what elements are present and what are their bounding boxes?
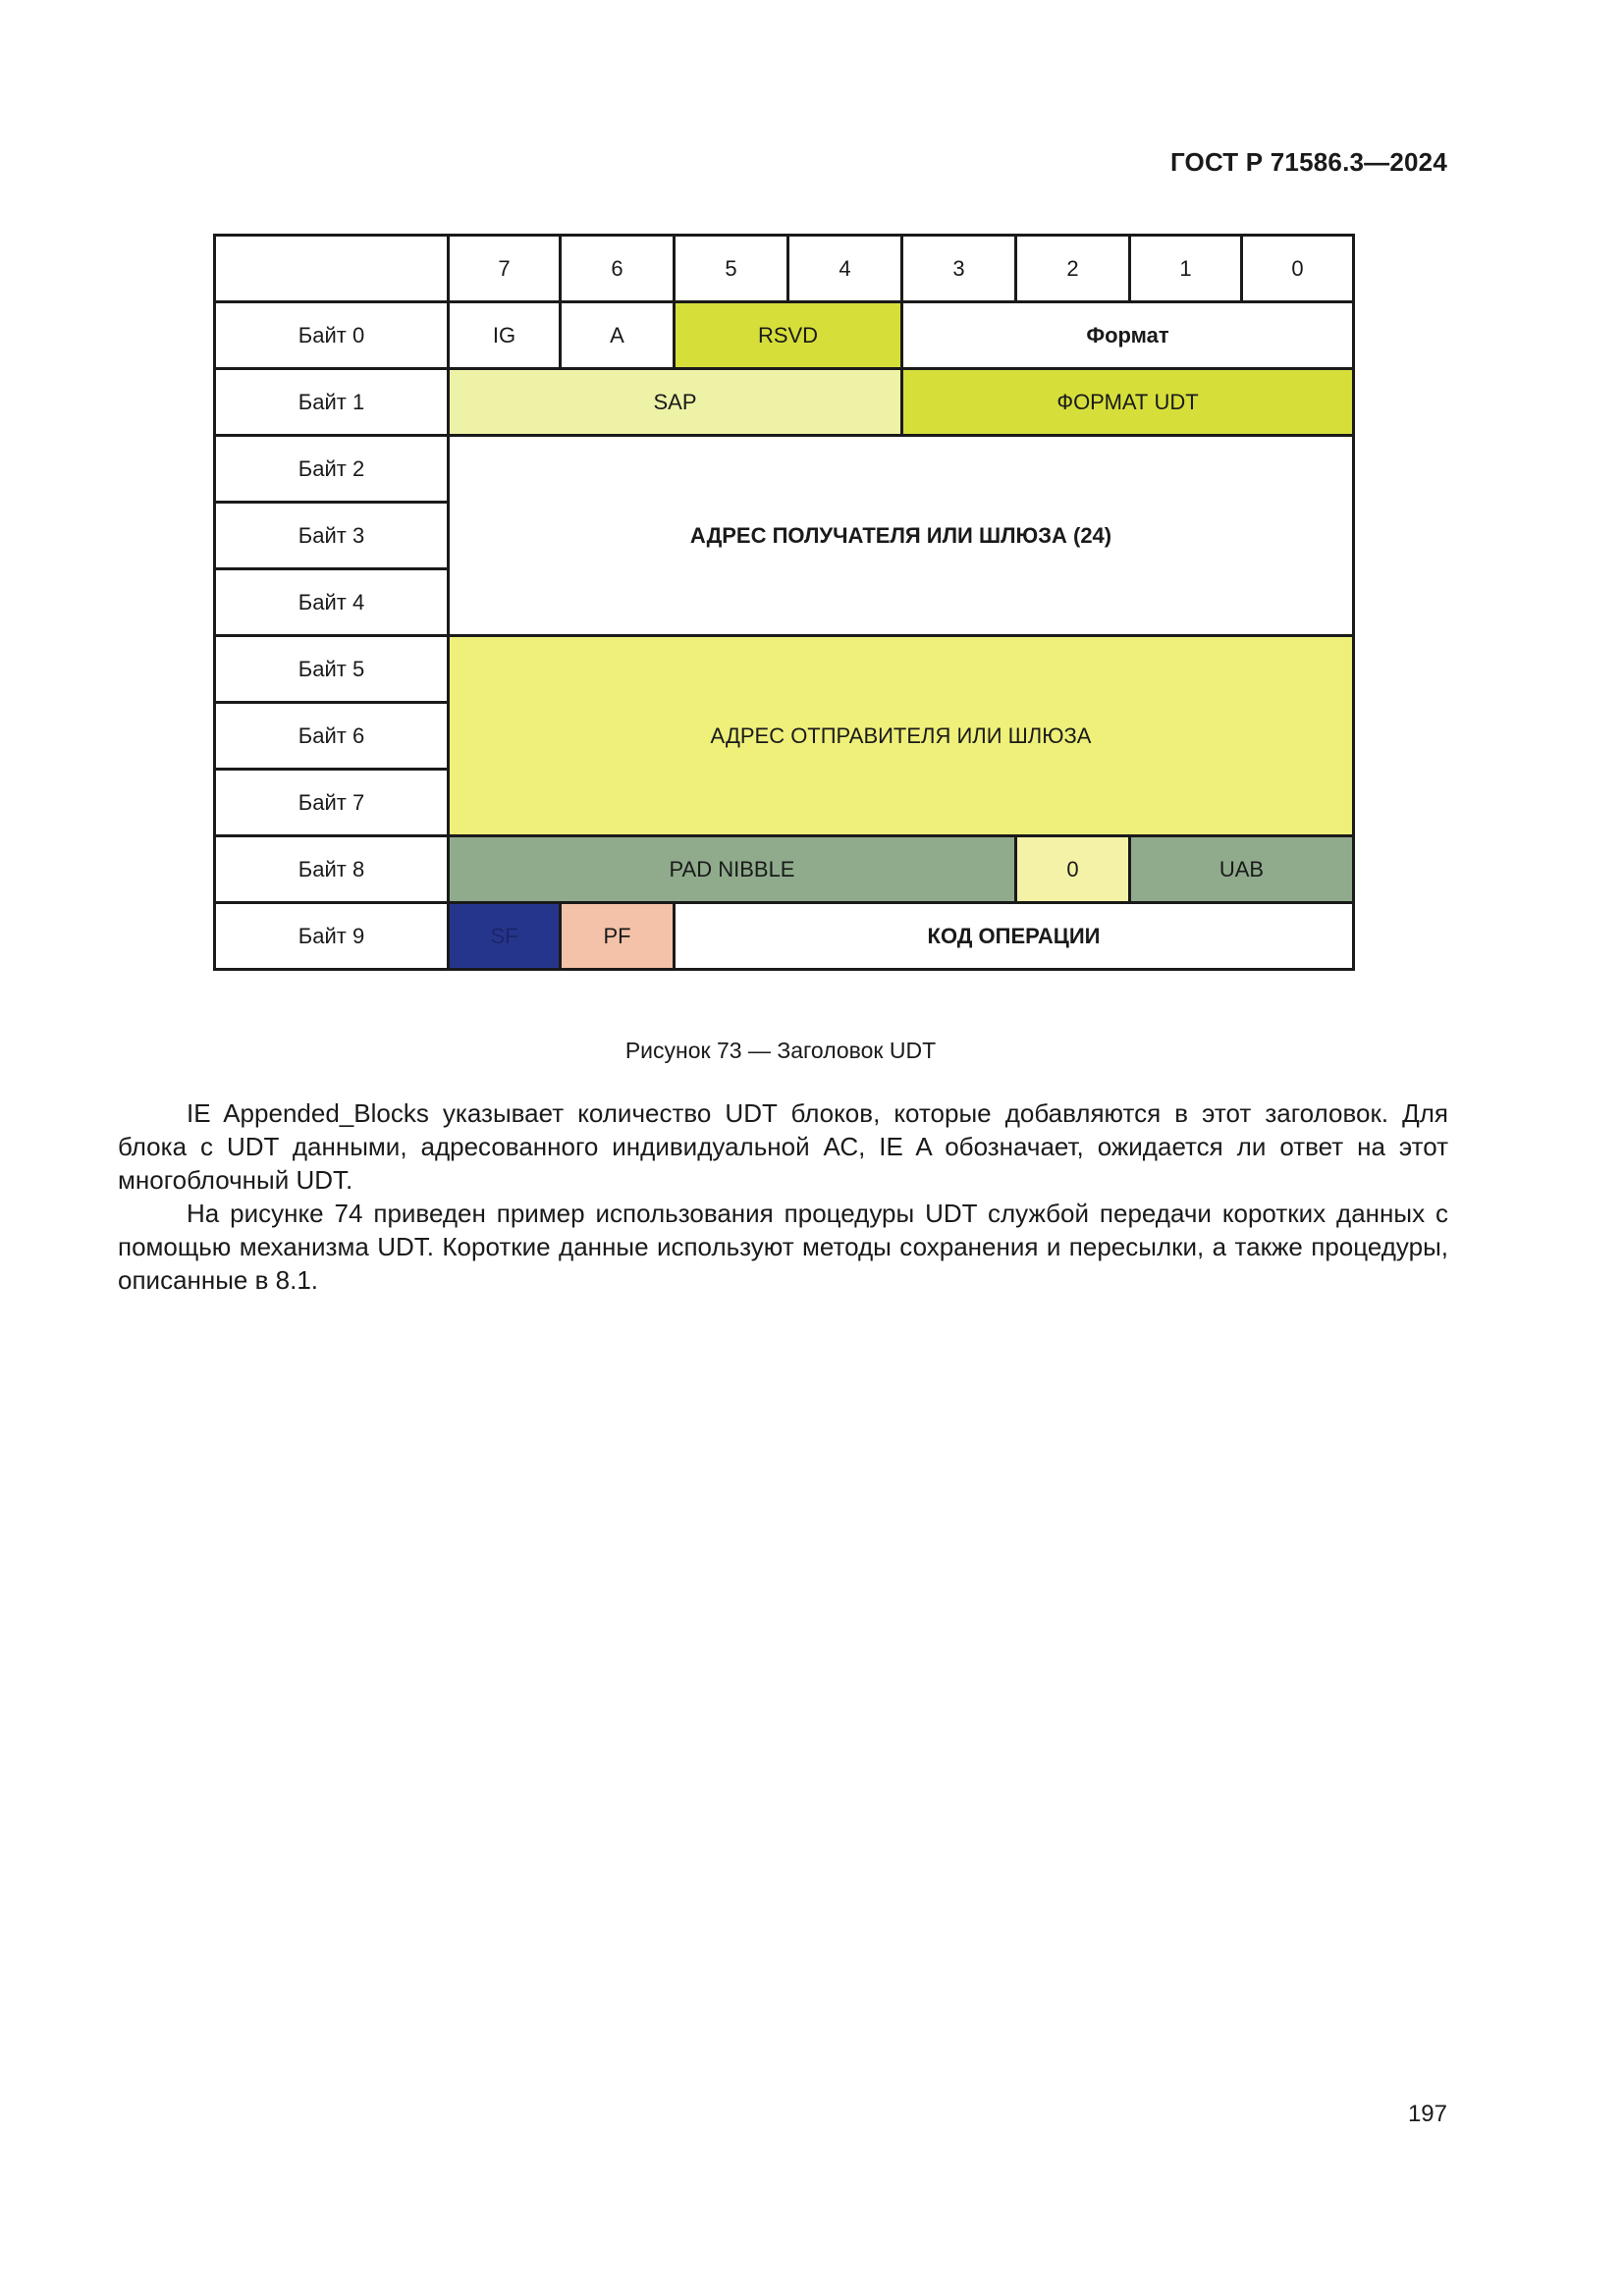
format-field: Формат: [902, 302, 1354, 369]
byte-label: Байт 6: [215, 703, 449, 770]
byte-label: Байт 3: [215, 503, 449, 569]
byte-2-row: [215, 436, 1354, 503]
body-text: [118, 1096, 1448, 1297]
uab-field: UAB: [1130, 836, 1354, 903]
byte-label: Байт 8: [215, 836, 449, 903]
byte-label: Байт 4: [215, 569, 449, 636]
ig-field: IG: [449, 302, 561, 369]
bit-header-row: [215, 236, 1354, 302]
paragraph: IE Appended_Blocks указывает количество UDT блоков, которые добавляются в этот заголовок. Для блока с UDT данными, адресованного индивидуальной АС, IE A обозначает, ожидается ли ответ на этот многоблочный UDT.: [118, 1098, 1448, 1195]
document-header: ГОСТ Р 71586.3—2024: [1169, 147, 1447, 177]
bit-6: 6: [561, 236, 675, 302]
byte-label: Байт 2: [215, 436, 449, 503]
sf-field: SF: [449, 903, 561, 970]
bit-7: 7: [449, 236, 561, 302]
opcode-field: КОД ОПЕРАЦИИ: [675, 903, 1354, 970]
byte-8-row: [215, 836, 1354, 903]
bit-2: 2: [1016, 236, 1130, 302]
byte-1-row: [215, 369, 1354, 436]
udt-format-field: ФОРМАТ UDT: [902, 369, 1354, 436]
bit-0: 0: [1242, 236, 1354, 302]
byte-label: Байт 9: [215, 903, 449, 970]
corner-cell: [215, 236, 449, 302]
byte-label: Байт 0: [215, 302, 449, 369]
bit-3: 3: [902, 236, 1016, 302]
byte-label: Байт 7: [215, 770, 449, 836]
pad-nibble-field: PAD NIBBLE: [449, 836, 1016, 903]
page-number: 197: [1407, 2101, 1447, 2127]
byte-5-row: [215, 636, 1354, 703]
figure-caption: Рисунок 73 — Заголовок UDT: [624, 1038, 937, 1063]
rsvd-field: RSVD: [675, 302, 902, 369]
bit-1: 1: [1130, 236, 1242, 302]
zero-bit-field: 0: [1016, 836, 1130, 903]
destination-address-field: АДРЕС ПОЛУЧАТЕЛЯ ИЛИ ШЛЮЗА (24): [449, 436, 1354, 636]
paragraph: На рисунке 74 приведен пример использования процедуры UDT службой передачи коротких данных с помощью механизма UDT. Короткие данные используют методы сохранения и пересылки, а также процедуры, описанные в 8.1.: [118, 1199, 1448, 1295]
a-field: A: [561, 302, 675, 369]
source-address-field: АДРЕС ОТПРАВИТЕЛЯ ИЛИ ШЛЮЗА: [449, 636, 1354, 836]
udt-header-table: [213, 234, 1355, 971]
byte-label: Байт 5: [215, 636, 449, 703]
byte-0-row: [215, 302, 1354, 369]
byte-label: Байт 1: [215, 369, 449, 436]
pf-field: PF: [561, 903, 675, 970]
bit-4: 4: [788, 236, 902, 302]
bit-5: 5: [675, 236, 788, 302]
sap-field: SAP: [449, 369, 902, 436]
byte-9-row: [215, 903, 1354, 970]
